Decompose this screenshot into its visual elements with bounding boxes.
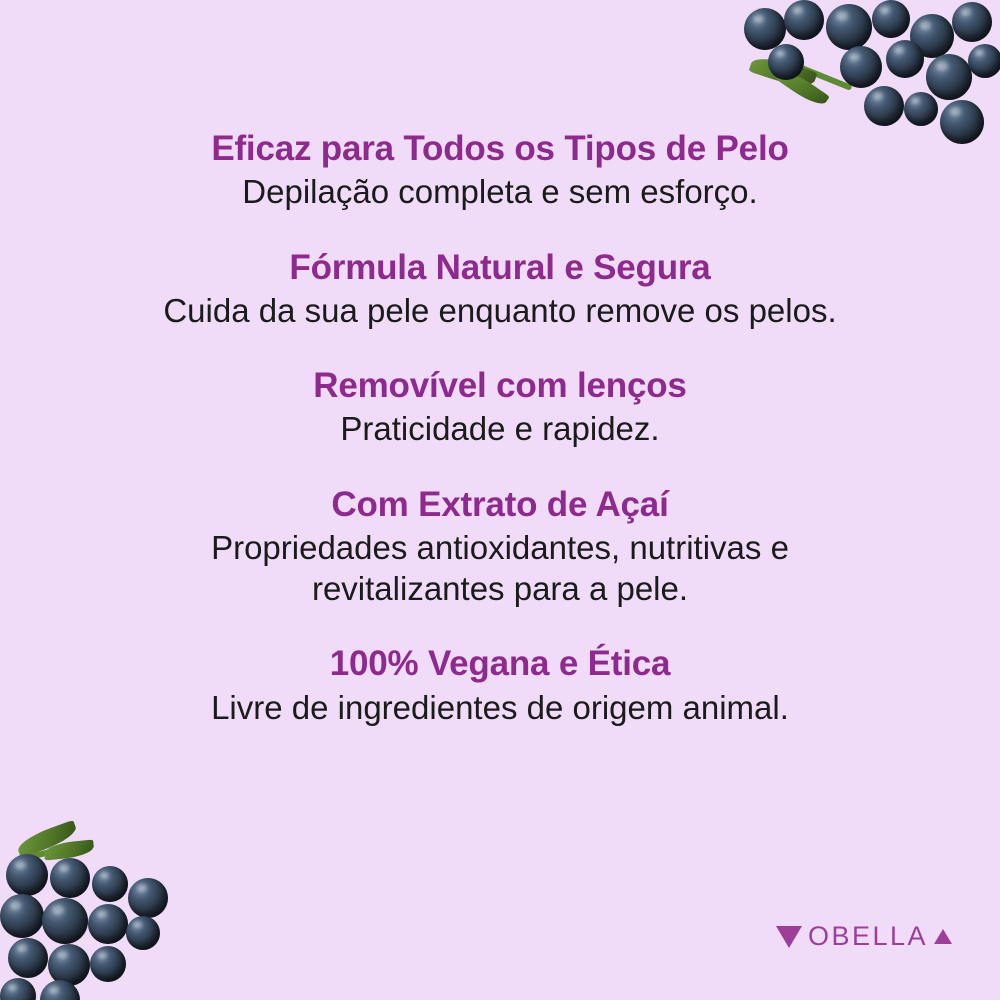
- berry: [768, 44, 804, 80]
- berry-leaf: [776, 66, 830, 109]
- feature-item: [0, 128, 1000, 213]
- feature-title: 100% Vegana e Ética: [329, 644, 671, 684]
- feature-item: [0, 365, 1000, 450]
- feature-description: Livre de ingredientes de origem animal.: [211, 688, 789, 726]
- berry: [926, 54, 972, 100]
- triangle-up-icon: [934, 929, 952, 944]
- berry: [864, 86, 904, 126]
- feature-title: Eficaz para Todos os Tipos de Pelo: [211, 129, 789, 168]
- berry: [904, 92, 938, 126]
- triangle-down-icon: [776, 926, 802, 948]
- berry: [744, 8, 786, 50]
- berry: [6, 854, 48, 896]
- berry: [50, 858, 90, 898]
- berry: [42, 898, 88, 944]
- feature-description: Depilação completa e sem esforço.: [242, 173, 758, 211]
- feature-description: Praticidade e rapidez.: [340, 410, 660, 448]
- berry: [0, 978, 36, 1000]
- berry: [48, 944, 90, 986]
- berry: [90, 946, 126, 982]
- berry: [784, 0, 824, 40]
- feature-item: [0, 643, 1000, 728]
- berry: [0, 894, 44, 938]
- brand-logo: [776, 921, 952, 952]
- berry: [8, 938, 48, 978]
- berry-leaf: [749, 52, 818, 91]
- berry: [952, 2, 992, 42]
- feature-item: [0, 484, 1000, 610]
- berry: [40, 980, 80, 1000]
- berry-stem: [22, 840, 86, 861]
- berry: [910, 14, 954, 58]
- feature-title: Removível com lenços: [313, 366, 687, 406]
- berry-leaf: [15, 820, 79, 858]
- feature-description: Propriedades antioxidantes, nutritivas e revitalizantes para a pele.: [211, 528, 789, 608]
- berry: [126, 916, 160, 950]
- feature-description: Cuida da sua pele enquanto remove os pelos.: [163, 291, 837, 329]
- feature-list: [0, 128, 1000, 728]
- berry: [840, 46, 882, 88]
- feature-item: [0, 247, 1000, 332]
- berry: [88, 904, 128, 944]
- brand-name: OBELLA: [807, 921, 928, 951]
- feature-title: Fórmula Natural e Segura: [289, 247, 711, 287]
- acai-berries-bottom-left-decoration: [0, 820, 220, 1000]
- berry-leaf: [43, 839, 94, 860]
- berry: [872, 0, 910, 38]
- berry: [886, 40, 924, 78]
- berry: [92, 866, 128, 902]
- berry: [128, 878, 168, 918]
- berry: [968, 44, 1000, 78]
- berry-stem: [785, 59, 852, 91]
- feature-title: Com Extrato de Açaí: [331, 484, 669, 524]
- berry: [826, 4, 872, 50]
